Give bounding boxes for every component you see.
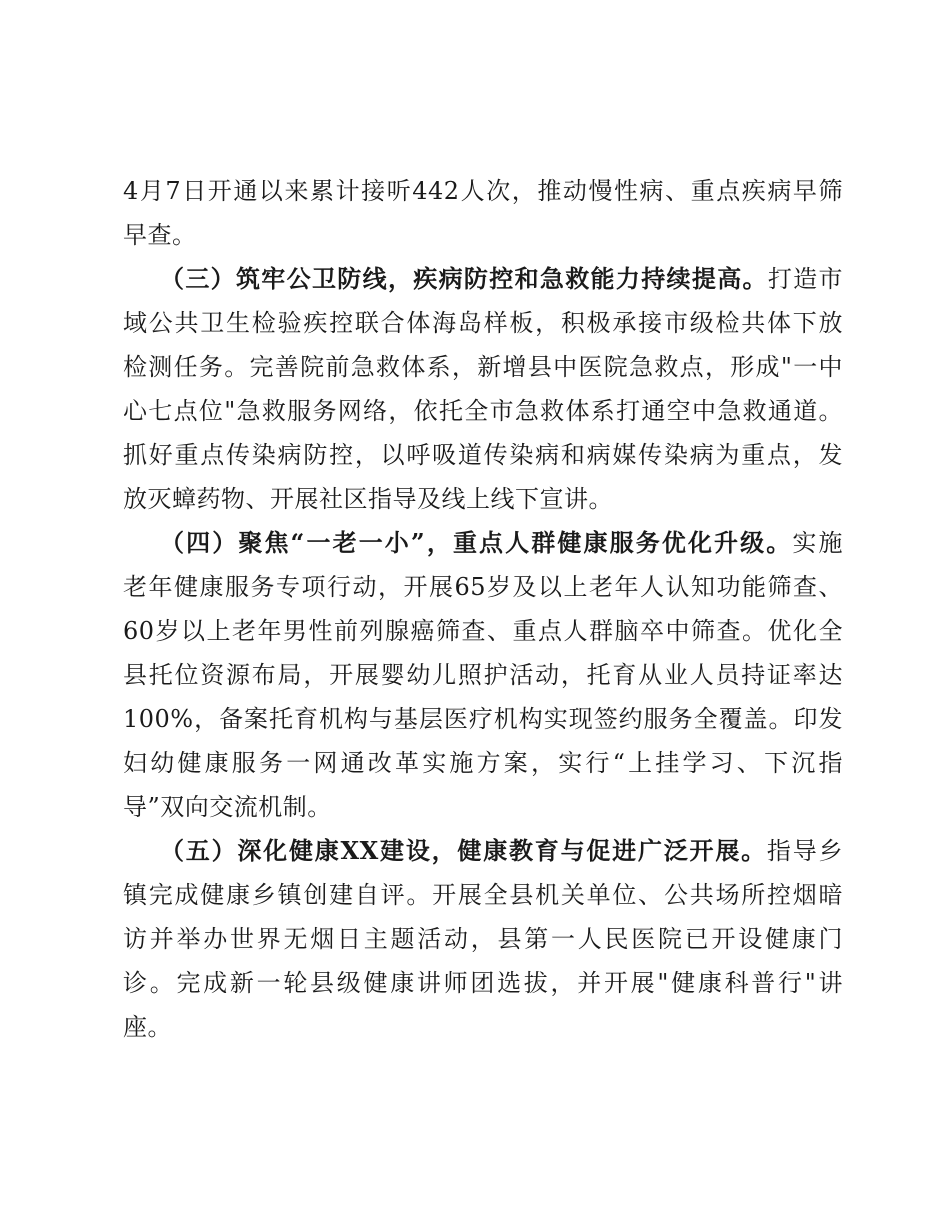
text-line: 老年健康服务专项行动，开展65岁及以上老年人认知功能筛查、 <box>123 573 843 601</box>
paragraph-heading-line <box>160 264 843 294</box>
paragraph-heading-line <box>160 528 843 558</box>
text-line: 县托位资源布局，开展婴幼儿照护活动，托育从业人员持证率达 <box>123 661 843 689</box>
text-run: 指导乡 <box>766 837 844 865</box>
text-line: 100%，备案托育机构与基层医疗机构实现签约服务全覆盖。印发 <box>123 705 843 733</box>
text-line: 镇完成健康乡镇创建自评。开展全县机关单位、公共场所控烟暗 <box>123 881 843 909</box>
section-heading-4: （四）聚焦“一老一小”，重点人群健康服务优化升级。 <box>160 528 793 557</box>
text-line: 早查。 <box>123 221 197 249</box>
text-run: 打造市 <box>767 265 844 293</box>
paragraph-heading-line <box>160 836 843 866</box>
text-line: 抓好重点传染病防控，以呼吸道传染病和病媒传染病为重点，发 <box>123 441 843 469</box>
text-line: 妇幼健康服务一网通改革实施方案，实行“上挂学习、下沉指 <box>123 749 843 777</box>
text-line: 域公共卫生检验疾控联合体海岛样板，积极承接市级检共体下放 <box>123 309 843 337</box>
text-line: 诊。完成新一轮县级健康讲师团选拔，并开展"健康科普行"讲 <box>123 969 843 997</box>
text-run: 实施 <box>792 529 844 557</box>
text-line: 心七点位"急救服务网络，依托全市急救体系打通空中急救通道。 <box>123 397 843 425</box>
section-heading-5: （五）深化健康XX建设，健康教育与促进广泛开展。 <box>160 836 767 865</box>
text-line: 导”双向交流机制。 <box>123 793 332 821</box>
text-line: 访并举办世界无烟日主题活动，县第一人民医院已开设健康门 <box>123 925 843 953</box>
text-line: 放灭蟑药物、开展社区指导及线上线下宣讲。 <box>123 485 613 513</box>
text-line: 4月7日开通以来累计接听442人次，推动慢性病、重点疾病早筛 <box>123 177 843 205</box>
text-line: 检测任务。完善院前急救体系，新增县中医院急救点，形成"一中 <box>123 353 843 381</box>
text-line: 座。 <box>123 1013 172 1041</box>
text-line: 60岁以上老年男性前列腺癌筛查、重点人群脑卒中筛查。优化全 <box>123 617 843 645</box>
section-heading-3: （三）筑牢公卫防线，疾病防控和急救能力持续提高。 <box>160 264 768 293</box>
